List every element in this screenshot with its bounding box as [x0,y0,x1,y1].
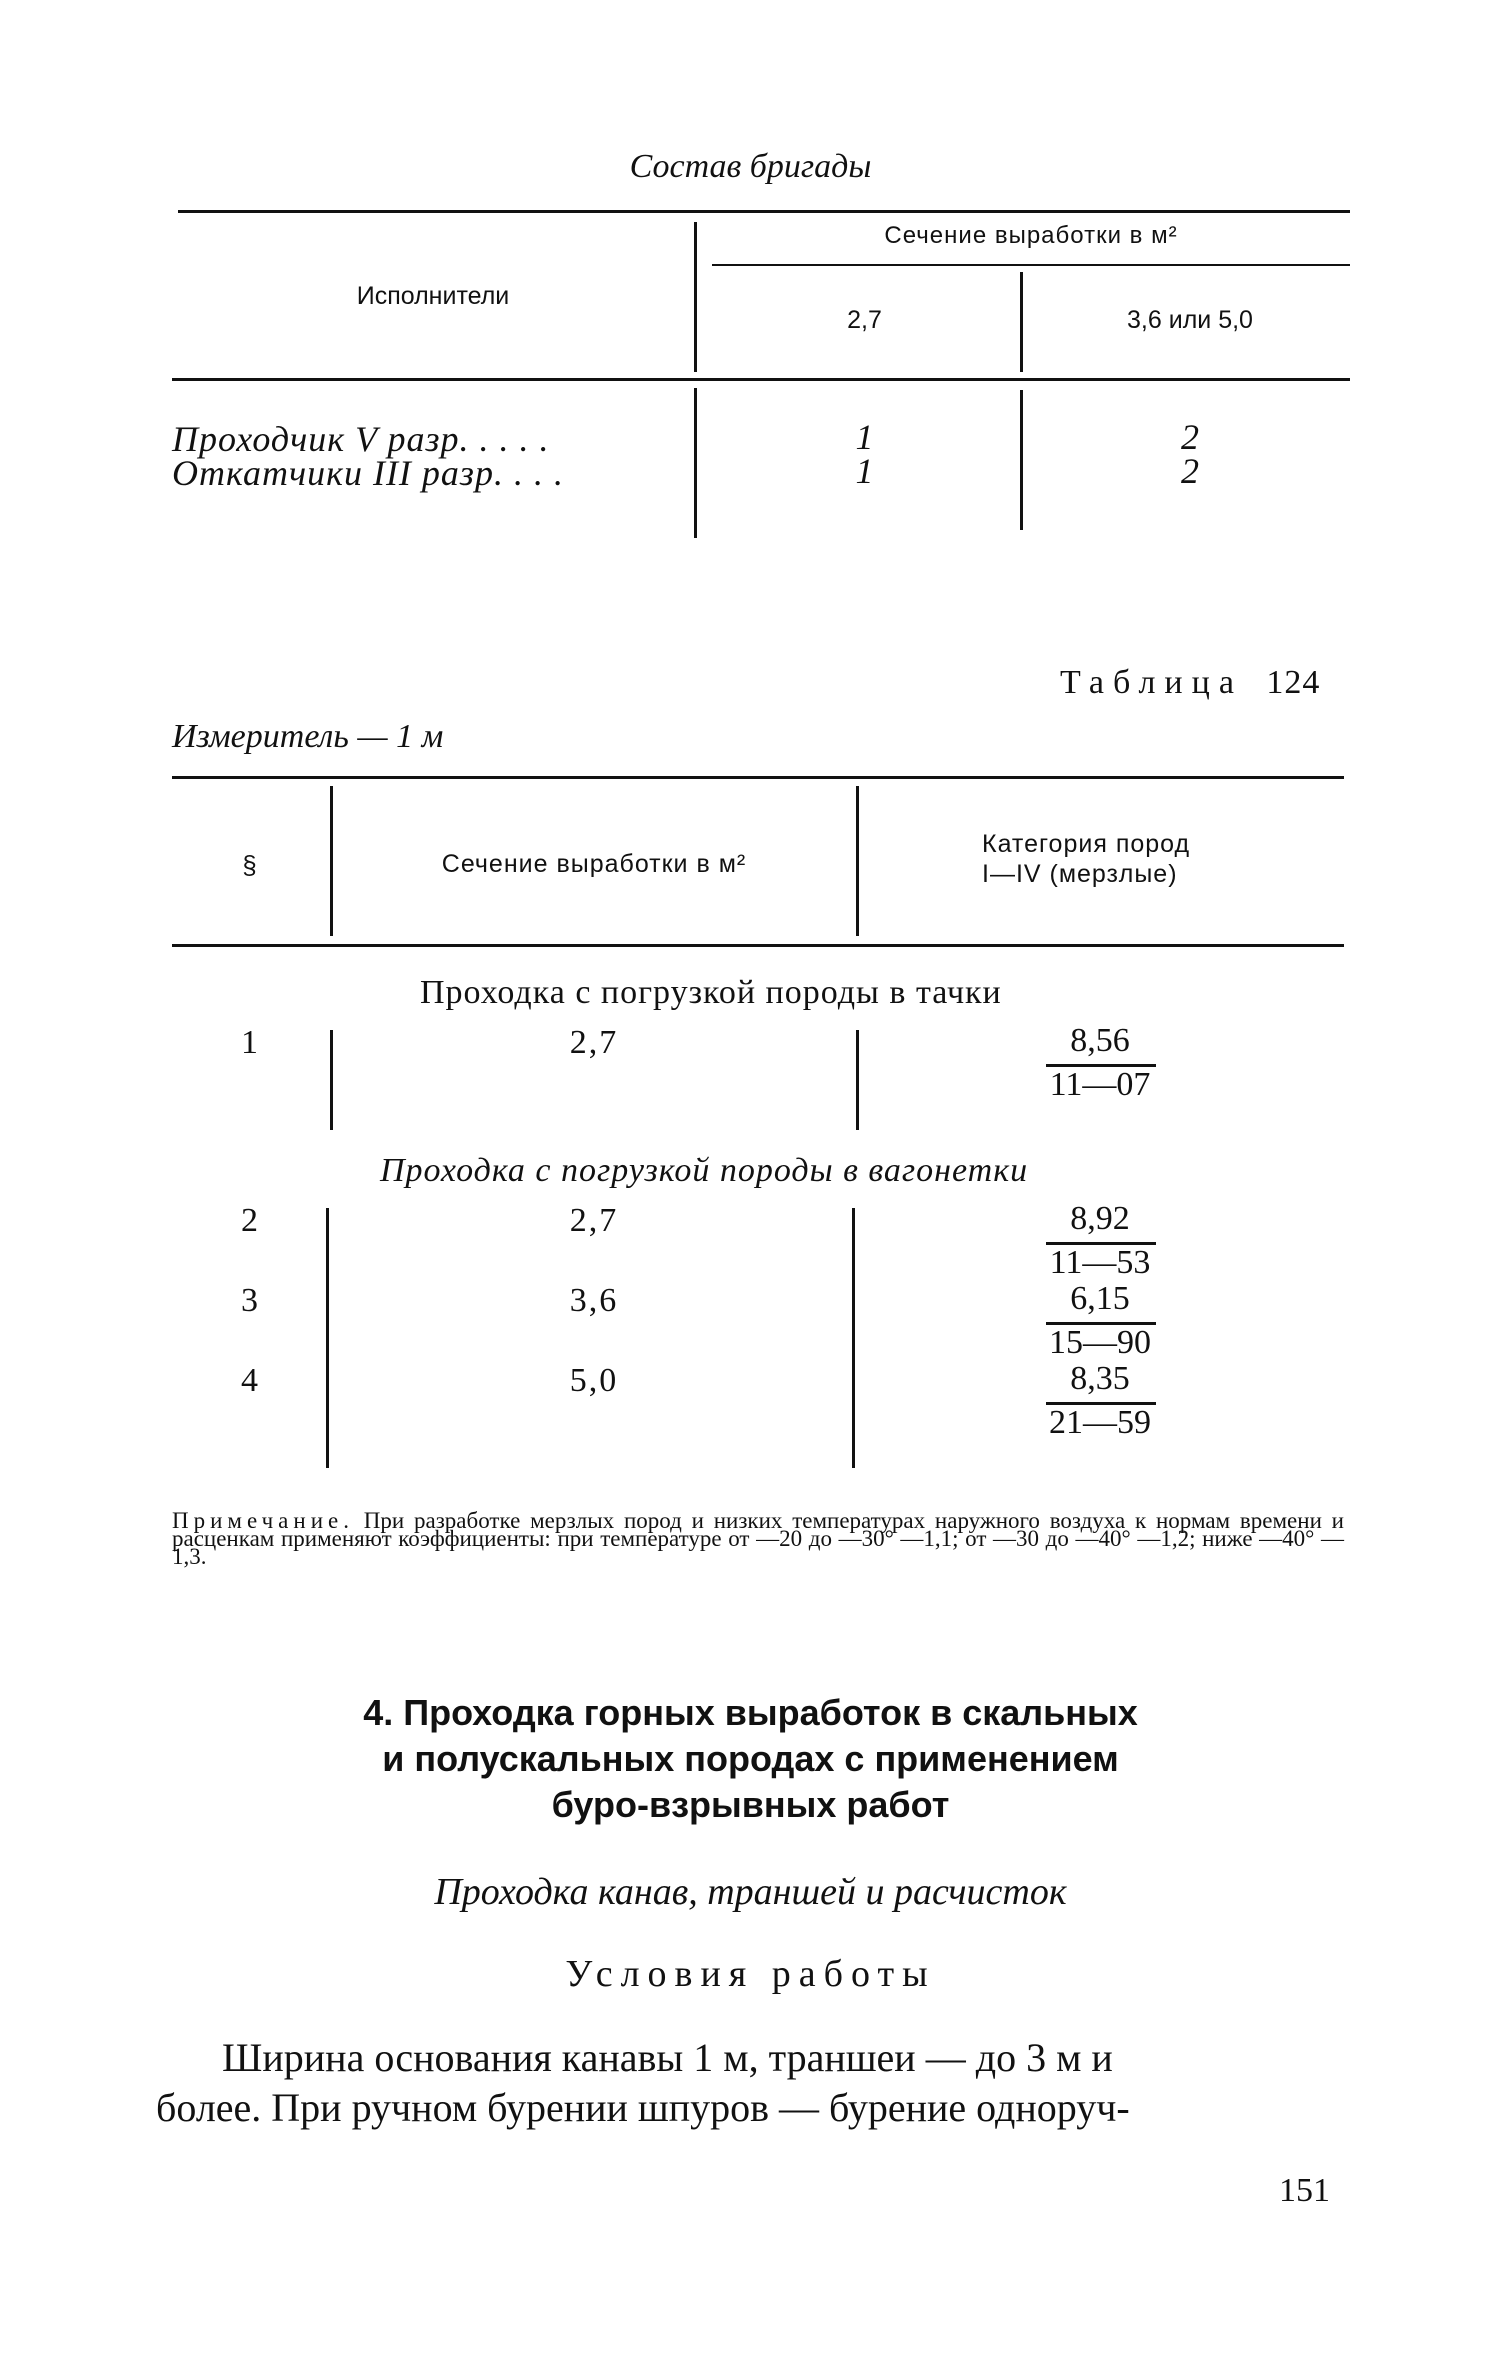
section-heading [0,1690,1501,1828]
crew-header-vline [694,222,697,372]
crew-row-name-1: Проходчик V разр. . . . . [172,419,550,459]
row4-time: 8,35 [1070,1360,1130,1397]
table-header-para: § [242,850,257,880]
table-number: 124 [1266,664,1321,701]
conditions-heading: Условия работы [565,1953,936,1995]
body-text-line-1: Ширина основания канавы 1 м, траншеи — до 3 м и [222,2035,1113,2080]
table-header-category-1: Категория пород [982,830,1191,858]
note-text: При разработке мерзлых пород и низких температурах наружного воздуха к нормам времени и расценкам применяют коэффициенты: при температуре от —20 до —30° —1,1; от —30 до —40° —1,2; ниже —40° — 1,3. [172,1508,1344,1569]
crew-subheader-rule [712,264,1350,266]
section-heading-line-1: 4. Проходка горных выработок в скальных [363,1692,1138,1733]
row4-section: 5,0 [569,1362,619,1399]
table-header-vline-1 [330,786,333,936]
table-note [172,1508,1344,1569]
row3-section: 3,6 [569,1282,619,1319]
row4-number: 4 [241,1362,258,1399]
group2-vline-1 [326,1208,329,1468]
row2-rate: 11—53 [1049,1244,1151,1281]
row4-rate: 21—59 [1049,1404,1151,1441]
crew-header-performers: Исполнители [356,282,510,310]
row3-time: 6,15 [1070,1280,1130,1317]
row1-number: 1 [241,1024,258,1061]
crew-row-v2-1: 2 [1181,417,1199,457]
crew-row-v2-2: 2 [1181,451,1199,491]
row2-number: 2 [241,1202,258,1239]
crew-header-section: Сечение выработки в м² [884,222,1178,249]
section-heading-line-2: и полускальных породах с применением [382,1738,1119,1779]
crew-col1-header: 2,7 [847,306,882,334]
crew-col-vline-header [1020,272,1023,372]
body-text-line-2: более. При ручном бурении шпуров — бурение одноруч- [156,2085,1130,2130]
group2-title: Проходка с погрузкой породы в вагонетки [380,1152,1029,1189]
section-subheading: Проходка канав, траншей и расчисток [434,1871,1067,1913]
crew-table-title: Состав бригады [629,148,872,185]
table-header-vline-2 [856,786,859,936]
crew-row-name-2: Откатчики III разр. . . . [172,453,564,493]
row2-time: 8,92 [1070,1200,1130,1237]
note-label: Примечание. [172,1508,354,1533]
crew-col2-header: 3,6 или 5,0 [1127,306,1253,334]
group1-title: Проходка с погрузкой породы в тачки [420,974,1002,1011]
section-heading-line-3: буро-взрывных работ [551,1784,950,1825]
table-header-category-2: I—IV (мерзлые) [982,860,1178,888]
table-label-word: Таблица [1060,664,1243,701]
crew-header-bottom-rule [172,378,1350,381]
group1-vline-2 [856,1030,859,1130]
row1-section: 2,7 [569,1024,619,1061]
table-header-section: Сечение выработки в м² [441,850,747,878]
table-top-rule [172,776,1344,779]
row2-section: 2,7 [569,1202,619,1239]
table-label [1060,664,1320,702]
table-header-bottom-rule [172,944,1344,947]
page-number: 151 [1279,2172,1330,2209]
row3-rate: 15—90 [1049,1324,1151,1361]
table-meter: Измеритель — 1 м [172,718,444,755]
crew-row-v1-1: 1 [855,417,874,457]
group2-vline-2 [852,1208,855,1468]
row1-rate: 11—07 [1049,1066,1151,1103]
row3-number: 3 [241,1282,258,1319]
crew-row-v1-2: 1 [855,451,874,491]
row1-time: 8,56 [1070,1022,1130,1059]
group1-vline-1 [330,1030,333,1130]
crew-body-vline-2 [1020,390,1023,530]
crew-body-vline-1 [694,388,697,538]
crew-top-rule [178,210,1350,213]
